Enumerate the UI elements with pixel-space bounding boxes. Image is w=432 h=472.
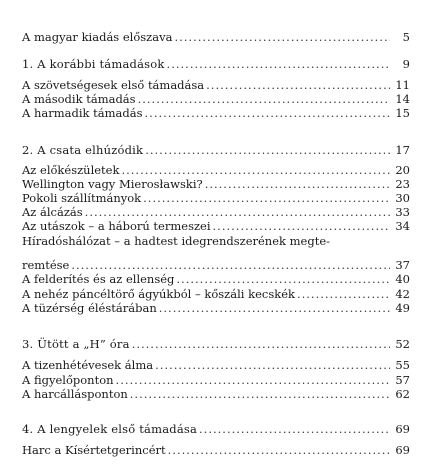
toc-entry-title: remtése <box>22 258 70 272</box>
toc-entry-title: 3. Ütött a „H” óra <box>22 337 130 351</box>
toc-entry-page: 69 <box>395 443 410 457</box>
toc-entry-page: 55 <box>395 358 410 372</box>
dot-leader <box>155 359 390 372</box>
toc-entry-page: 57 <box>395 373 410 387</box>
toc-entry-page: 14 <box>395 92 410 106</box>
toc-entry[interactable] <box>22 273 410 286</box>
toc-entry-page: 11 <box>395 78 410 92</box>
dot-leader <box>121 164 390 177</box>
toc-entry-title: A figyelőponton <box>22 373 114 387</box>
dot-leader <box>145 144 390 157</box>
toc-entry[interactable] <box>22 302 410 315</box>
toc-entry-page: 40 <box>395 272 410 286</box>
toc-entry-page: 34 <box>395 219 410 233</box>
toc-chapter[interactable] <box>22 423 410 436</box>
toc-chapter[interactable] <box>22 338 410 351</box>
dot-leader <box>199 423 390 436</box>
toc-entry-page: 49 <box>395 301 410 315</box>
toc-entry-title: Az utászok – a háború termeszei <box>22 219 211 233</box>
toc-entry[interactable] <box>22 178 410 191</box>
dot-leader <box>206 79 390 92</box>
dot-leader <box>132 338 390 351</box>
toc-entry-title: A harmadik támadás <box>22 106 143 120</box>
dot-leader <box>145 107 390 120</box>
dot-leader <box>143 192 390 205</box>
toc-entry-page: 5 <box>402 30 410 44</box>
toc-entry-title-line1[interactable]: Híradóshálózat – a hadtest idegrendszerének megte- <box>22 234 331 248</box>
dot-leader <box>213 220 390 233</box>
toc-entry-title: Harc a Kísértetgerincért <box>22 443 166 457</box>
dot-leader <box>85 206 390 219</box>
toc-chapter[interactable] <box>22 144 410 157</box>
toc-entry[interactable] <box>22 107 410 120</box>
toc-entry-page: 33 <box>395 205 410 219</box>
toc-entry-title: A második támadás <box>22 92 136 106</box>
dot-leader <box>168 444 390 457</box>
toc-entry-page: 37 <box>395 258 410 272</box>
toc-entry-title: Az álcázás <box>22 205 83 219</box>
dot-leader <box>167 58 390 71</box>
toc-entry-title: A tüzérség éléstárában <box>22 301 157 315</box>
toc-entry-title: 2. A csata elhúzódik <box>22 143 144 157</box>
toc-entry-title: Wellington vagy Mierosławski? <box>22 177 203 191</box>
toc-entry-page: 30 <box>395 191 410 205</box>
toc-entry[interactable] <box>22 93 410 106</box>
toc-entry[interactable] <box>22 206 410 219</box>
toc-entry[interactable] <box>22 220 410 233</box>
toc-entry-page: 15 <box>395 106 410 120</box>
toc-entry-page: 23 <box>395 177 410 191</box>
dot-leader <box>138 93 390 106</box>
dot-leader <box>297 288 390 301</box>
toc-entry-title: A szövetségesek első támadása <box>22 78 205 92</box>
toc-entry-title: A tizenhétévesek álma <box>22 358 154 372</box>
toc-entry-page: 20 <box>395 163 410 177</box>
toc-entry-page: 17 <box>395 143 410 157</box>
toc-entry-title: 4. A lengyelek első támadása <box>22 422 198 436</box>
dot-leader <box>205 178 390 191</box>
toc-entry-page: 69 <box>395 422 410 436</box>
toc-entry[interactable] <box>22 31 410 44</box>
toc-entry-title: A harcállásponton <box>22 387 128 401</box>
toc-entry-title: Pokoli szállítmányok <box>22 191 142 205</box>
toc-entry-title: Az előkészületek <box>22 163 120 177</box>
toc-entry[interactable] <box>22 388 410 401</box>
toc-entry[interactable] <box>22 192 410 205</box>
toc-entry-title: A magyar kiadás előszava <box>22 30 173 44</box>
toc-entry-page: 42 <box>395 287 410 301</box>
toc-entry[interactable] <box>22 79 410 92</box>
toc-entry[interactable] <box>22 259 410 272</box>
dot-leader <box>159 302 390 315</box>
toc-entry[interactable] <box>22 359 410 372</box>
toc-entry-page: 62 <box>395 387 410 401</box>
toc-entry-title: A nehéz páncéltörő ágyúkból – kőszáli kecskék <box>22 287 295 301</box>
toc-entry[interactable] <box>22 374 410 387</box>
dot-leader <box>116 374 390 387</box>
toc-entry[interactable] <box>22 288 410 301</box>
dot-leader <box>176 273 390 286</box>
dot-leader <box>174 31 390 44</box>
toc-entry-title: 1. A korábbi támadások <box>22 57 165 71</box>
toc-entry-title: A felderítés és az ellenség <box>22 272 175 286</box>
toc-entry[interactable] <box>22 444 410 457</box>
dot-leader <box>71 259 390 272</box>
dot-leader <box>130 388 390 401</box>
toc-chapter[interactable] <box>22 58 410 71</box>
toc-entry[interactable] <box>22 164 410 177</box>
toc-entry-page: 52 <box>395 337 410 351</box>
toc-entry-page: 9 <box>402 57 410 71</box>
